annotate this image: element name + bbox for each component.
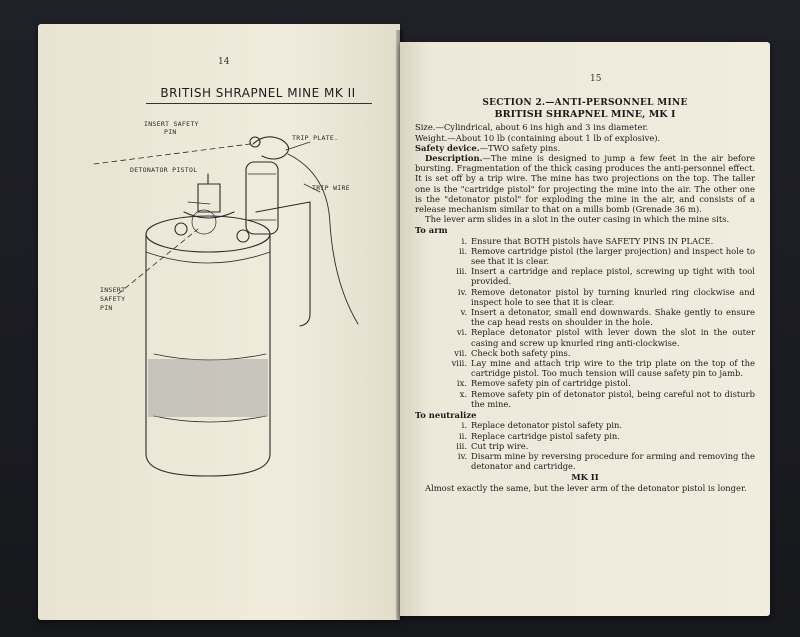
item-text: Remove safety pin of detonator pistol, being careful not to disturb the mine.	[471, 388, 755, 409]
item-number: v.	[460, 307, 467, 318]
item-number: vi.	[456, 327, 467, 338]
item-number: ix.	[456, 378, 467, 389]
description-paragraph	[415, 153, 755, 214]
item-text: Insert a detonator, small end downwards. Shake gently to ensure the cap head rests on shoulder in the hole.	[471, 307, 755, 328]
cartridge-pistol	[246, 162, 278, 234]
to-neutralize-heading: To neutralize	[415, 410, 477, 421]
item-text: Replace cartridge pistol safety pin.	[471, 430, 620, 441]
weight-line: Weight.—About 10 lb (containing about 1 lb of explosive).	[415, 132, 661, 143]
list-item	[415, 378, 755, 388]
item-number: ii.	[458, 245, 467, 256]
item-number: i.	[461, 235, 467, 246]
item-text: Cut trip wire.	[471, 440, 529, 451]
item-number: ii.	[458, 430, 467, 441]
item-number: x.	[459, 388, 467, 399]
to-arm-list	[415, 236, 755, 409]
item-text: Lay mine and attach trip wire to the trip plate on the top of the cartridge pistol. Too much tension will cause safety pin to jamb.	[471, 358, 755, 379]
list-item	[415, 431, 755, 441]
item-text: Disarm mine by reversing procedure for arming and removing the detonator and cartridge.	[471, 450, 755, 472]
list-item	[415, 389, 755, 409]
page-number-right: 15	[590, 74, 602, 84]
safety-label: Safety device.	[415, 142, 480, 153]
label-line: INSERT	[100, 286, 126, 294]
item-number: vii.	[454, 347, 467, 358]
label-line: INSERT SAFETY	[144, 120, 199, 128]
item-number: i.	[461, 420, 467, 431]
item-number: iii.	[456, 266, 467, 277]
label-line: PIN	[164, 128, 177, 136]
list-item	[415, 451, 755, 471]
mine-subtitle: BRITISH SHRAPNEL MINE, MK I	[494, 109, 676, 121]
safety-line	[415, 143, 755, 153]
list-item	[415, 327, 755, 347]
item-number: iii.	[456, 440, 467, 451]
item-text: Replace detonator pistol with lever down the slot in the outer casing and screw up knurled ring anti-clockwise.	[471, 327, 755, 348]
mine-illustration	[38, 24, 400, 620]
description-label: Description.	[425, 153, 483, 164]
mk2-paragraph: Almost exactly the same, but the lever arm of the detonator pistol is longer.	[425, 482, 747, 493]
label-insert-safety-pin-bottom	[100, 286, 125, 313]
mk2-heading: MK II	[571, 472, 599, 483]
label-detonator-pistol: DETONATOR PISTOL	[130, 166, 198, 174]
label-insert-safety-pin-top	[144, 120, 199, 136]
trip-plate	[253, 137, 289, 159]
list-item	[415, 246, 755, 266]
list-item	[415, 420, 755, 430]
item-text: Remove safety pin of cartridge pistol.	[471, 378, 631, 389]
item-text: Insert a cartridge and replace pistol, screwing up tight with tool provided.	[471, 266, 755, 287]
left-page	[38, 24, 400, 620]
label-trip-wire: TRIP WIRE	[312, 184, 350, 192]
illustration-title: BRITISH SHRAPNEL MINE MK II	[160, 86, 356, 100]
list-item	[415, 236, 755, 246]
list-item	[415, 266, 755, 286]
list-item	[415, 441, 755, 451]
safety-text: —TWO safety pins.	[479, 142, 561, 153]
lever-paragraph: The lever arm slides in a slot in the outer casing in which the mine sits.	[425, 214, 730, 225]
item-number: iv.	[457, 286, 467, 297]
page-number-left: 14	[218, 57, 230, 67]
label-line: PIN	[100, 304, 113, 312]
right-page	[400, 42, 770, 616]
list-item	[415, 358, 755, 378]
label-line: SAFETY	[100, 295, 126, 303]
page-text	[415, 98, 755, 493]
item-text: Check both safety pins.	[471, 347, 571, 358]
list-item	[415, 287, 755, 307]
description-text: —The mine is designed to jump a few feet in the air before bursting. Fragmentation of the thick casing produces the anti-personnel effect. It is set off by a trip wire. The mine has two projections on the top. The taller one is the "cartridge pistol" for projecting the mine into the air. The other one is the "detonator pistol" for exploding the mine in the air, and consists of a release mechanism similar to that on a mills bomb (Grenade 36 m).	[415, 153, 755, 215]
size-line: Size.—Cylindrical, about 6 ins high and 3 ins diameter.	[415, 122, 649, 133]
item-number: viii.	[451, 358, 467, 369]
detonator-pistol	[198, 184, 220, 212]
item-number: iv.	[457, 450, 467, 461]
to-neutralize-list	[415, 420, 755, 471]
to-arm-heading: To arm	[415, 225, 448, 236]
mine-shading-band	[148, 359, 268, 417]
item-text: Replace detonator pistol safety pin.	[471, 420, 623, 431]
item-text: Remove cartridge pistol (the larger projection) and inspect hole to see that it is clear.	[471, 245, 755, 267]
list-item	[415, 348, 755, 358]
item-text: Ensure that BOTH pistols have SAFETY PINS IN PLACE.	[471, 235, 714, 246]
label-trip-plate: TRIP PLATE.	[292, 134, 339, 142]
mine-body-outline	[146, 234, 270, 476]
section-heading: SECTION 2.—ANTI-PERSONNEL MINE	[482, 98, 688, 108]
trip-wire-line	[288, 154, 358, 324]
list-item	[415, 307, 755, 327]
item-text: Remove detonator pistol by turning knurled ring clockwise and inspect hole to see that it is clear.	[471, 286, 755, 307]
